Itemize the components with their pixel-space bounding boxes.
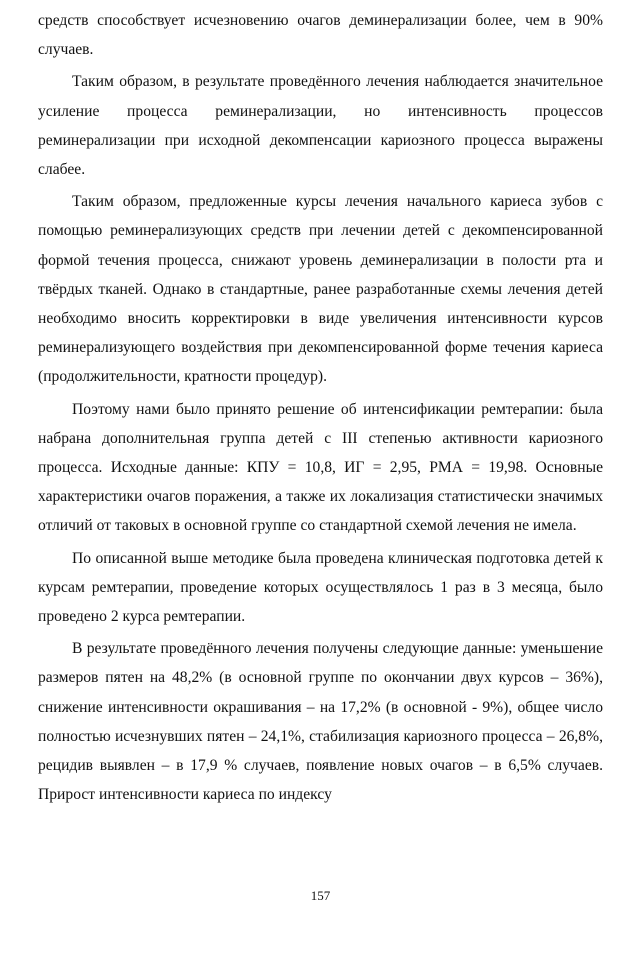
paragraph-methodology: По описанной выше методике была проведена клиническая подготовка детей к курсам ремтерапии, проведение которых осуществлялось 1 раз в 3 месяца, было проведено 2 курса ремтерапии. bbox=[38, 549, 603, 626]
paragraph-continuation: средств способствует исчезновению очагов деминерализации более, чем в 90% случаев. bbox=[38, 12, 603, 59]
page-number: 157 bbox=[310, 888, 331, 903]
paragraph-treatment-courses: Таким образом, предложенные курсы лечения начального кариеса зубов с помощью реминерализующих средств при лечении детей с декомпенсированной формой течения процесса, снижают уровень деминерализации в полости рта и твёрдых тканей. Однако в стандартные, ранее разработанные схемы лечения детей необходимо вносить корректировки в виде увеличения интенсивности курсов реминерализующего воздействия при декомпенсированной форме течения кариеса (продолжительности, кратности процедур). bbox=[38, 193, 603, 386]
paragraph-intensification: Поэтому нами было принято решение об интенсификации ремтерапии: была набрана дополнительная группа детей с III степенью активности кариозного процесса. Исходные данные: КПУ = 10,8, ИГ = 2,95, РМА = 19,98. Основные характеристики очагов поражения, а также их локализация статистически значимых отличий от таковых в основной группе со стандартной схемой лечения не имела. bbox=[38, 400, 603, 535]
paragraph-remineralization-summary: Таким образом, в результате проведённого лечения наблюдается значительное усиление процесса реминерализации, но интенсивность процессов реминерализации при исходной декомпенсации кариозного процесса выражены слабее. bbox=[38, 73, 603, 179]
paragraph-results: В результате проведённого лечения получены следующие данные: уменьшение размеров пятен на 48,2% (в основной группе по окончании двух курсов – 36%), снижение интенсивности окрашивания – на 17,2% (в основной - 9%), общее число полностью исчезнувших пятен – 24,1%, стабилизация кариозного процесса – 26,8%, рецидив выявлен – в 17,9 % случаев, появление новых очагов – в 6,5% случаев. Прирост интенсивности кариеса по индексу bbox=[38, 640, 603, 804]
document-body bbox=[38, 6, 603, 809]
